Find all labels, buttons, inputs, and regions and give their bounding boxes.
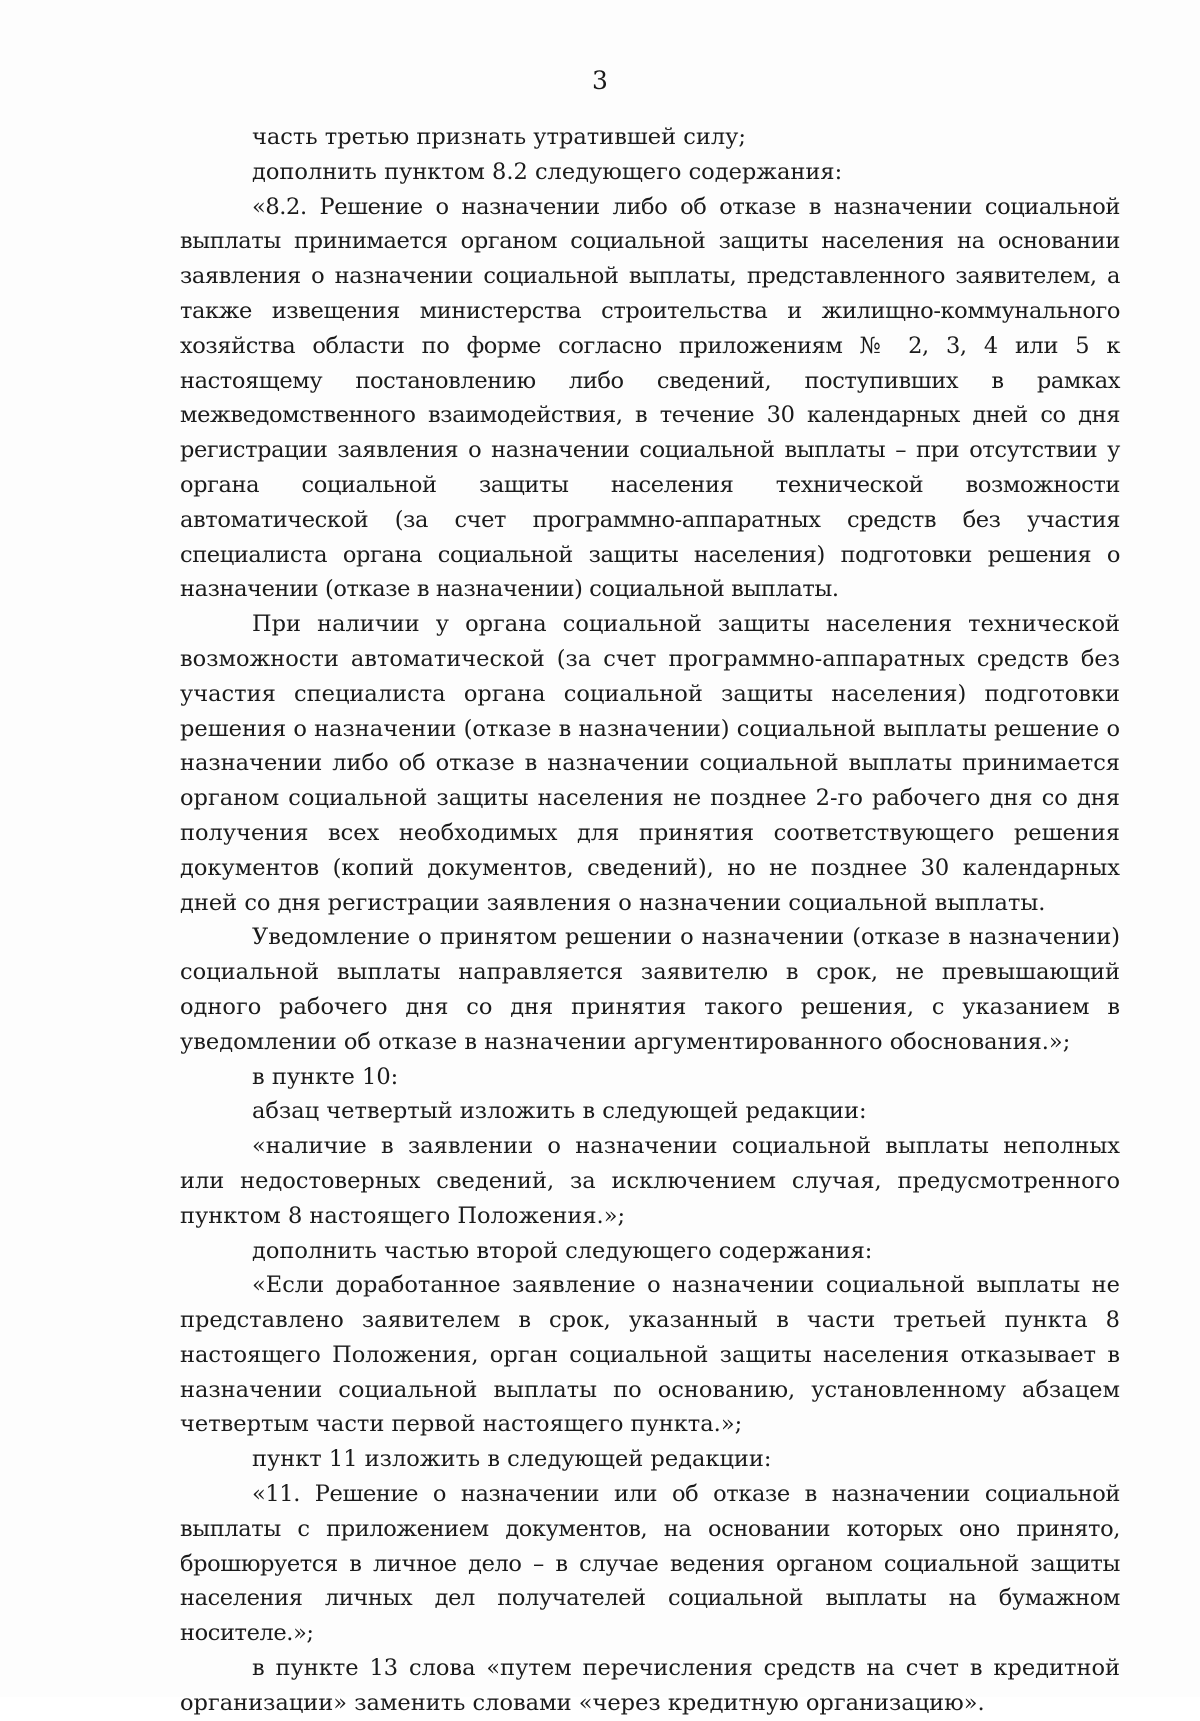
paragraph-10: «Если доработанное заявление о назначении социальной выплаты не представлено заявителем в срок, указанный в части третьей пункта 8 настоящего Положения, орган социальной защиты населения отказывает в назначении социальной выплаты по основанию, установленному абзацем четвертым части первой настоящего пункта.»;	[180, 1272, 1120, 1438]
paragraph-13: в пункте 13 слова «путем перечисления средств на счет в кредитной организации» заменить словами «через кредитную организацию».	[180, 1655, 1120, 1716]
paragraph-3: «8.2. Решение о назначении либо об отказе в назначении социальной выплаты принимается органом социальной защиты населения на основании заявления о назначении социальной выплаты, представленного заявителем, а также извещения министерства строительства и жилищно-коммунального хозяйства области по форме согласно приложениям № 2, 3, 4 или 5 к настоящему постановлению либо сведений, поступивших в рамках межведомственного взаимодействия, в течение 30 календарных дней со дня регистрации заявления о назначении социальной выплаты – при отсутствии у органа социальной защиты населения технической возможности автоматической (за счет программно-аппаратных средств без участия специалиста органа социальной защиты населения) подготовки решения о назначении (отказе в назначении) социальной выплаты.	[180, 193, 1120, 603]
paragraph-11: пункт 11 изложить в следующей редакции:	[252, 1446, 772, 1473]
paragraph-7: абзац четвертый изложить в следующей редакции:	[252, 1098, 867, 1125]
page-number: 3	[592, 66, 608, 95]
document-body	[180, 120, 1120, 1721]
paragraph-6: в пункте 10:	[252, 1063, 399, 1090]
paragraph-12: «11. Решение о назначении или об отказе в назначении социальной выплаты с приложением документов, на основании которых оно принято, брошюруется в личное дело – в случае ведения органом социальной защиты населения личных дел получателей социальной выплаты на бумажном носителе.»;	[180, 1481, 1120, 1647]
paragraph-4: При наличии у органа социальной защиты населения технической возможности автоматической (за счет программно-аппаратных средств без участия специалиста органа социальной защиты населения) подготовки решения о назначении (отказе в назначении) социальной выплаты решение о назначении либо об отказе в назначении социальной выплаты принимается органом социальной защиты населения не позднее 2-го рабочего дня со дня получения всех необходимых для принятия соответствующего решения документов (копий документов, сведений), но не позднее 30 календарных дней со дня регистрации заявления о назначении социальной выплаты.	[180, 611, 1120, 916]
paragraph-2: дополнить пунктом 8.2 следующего содержания:	[252, 158, 843, 185]
paragraph-8: «наличие в заявлении о назначении социальной выплаты неполных или недостоверных сведений, за исключением случая, предусмотренного пунктом 8 настоящего Положения.»;	[180, 1133, 1120, 1229]
paragraph-5: Уведомление о принятом решении о назначении (отказе в назначении) социальной выплаты направляется заявителю в срок, не превышающий одного рабочего дня со дня принятия такого решения, с указанием в уведомлении об отказе в назначении аргументированного обоснования.»;	[180, 924, 1120, 1055]
paragraph-1: часть третью признать утратившей силу;	[252, 124, 746, 150]
paragraph-9: дополнить частью второй следующего содержания:	[252, 1237, 873, 1264]
